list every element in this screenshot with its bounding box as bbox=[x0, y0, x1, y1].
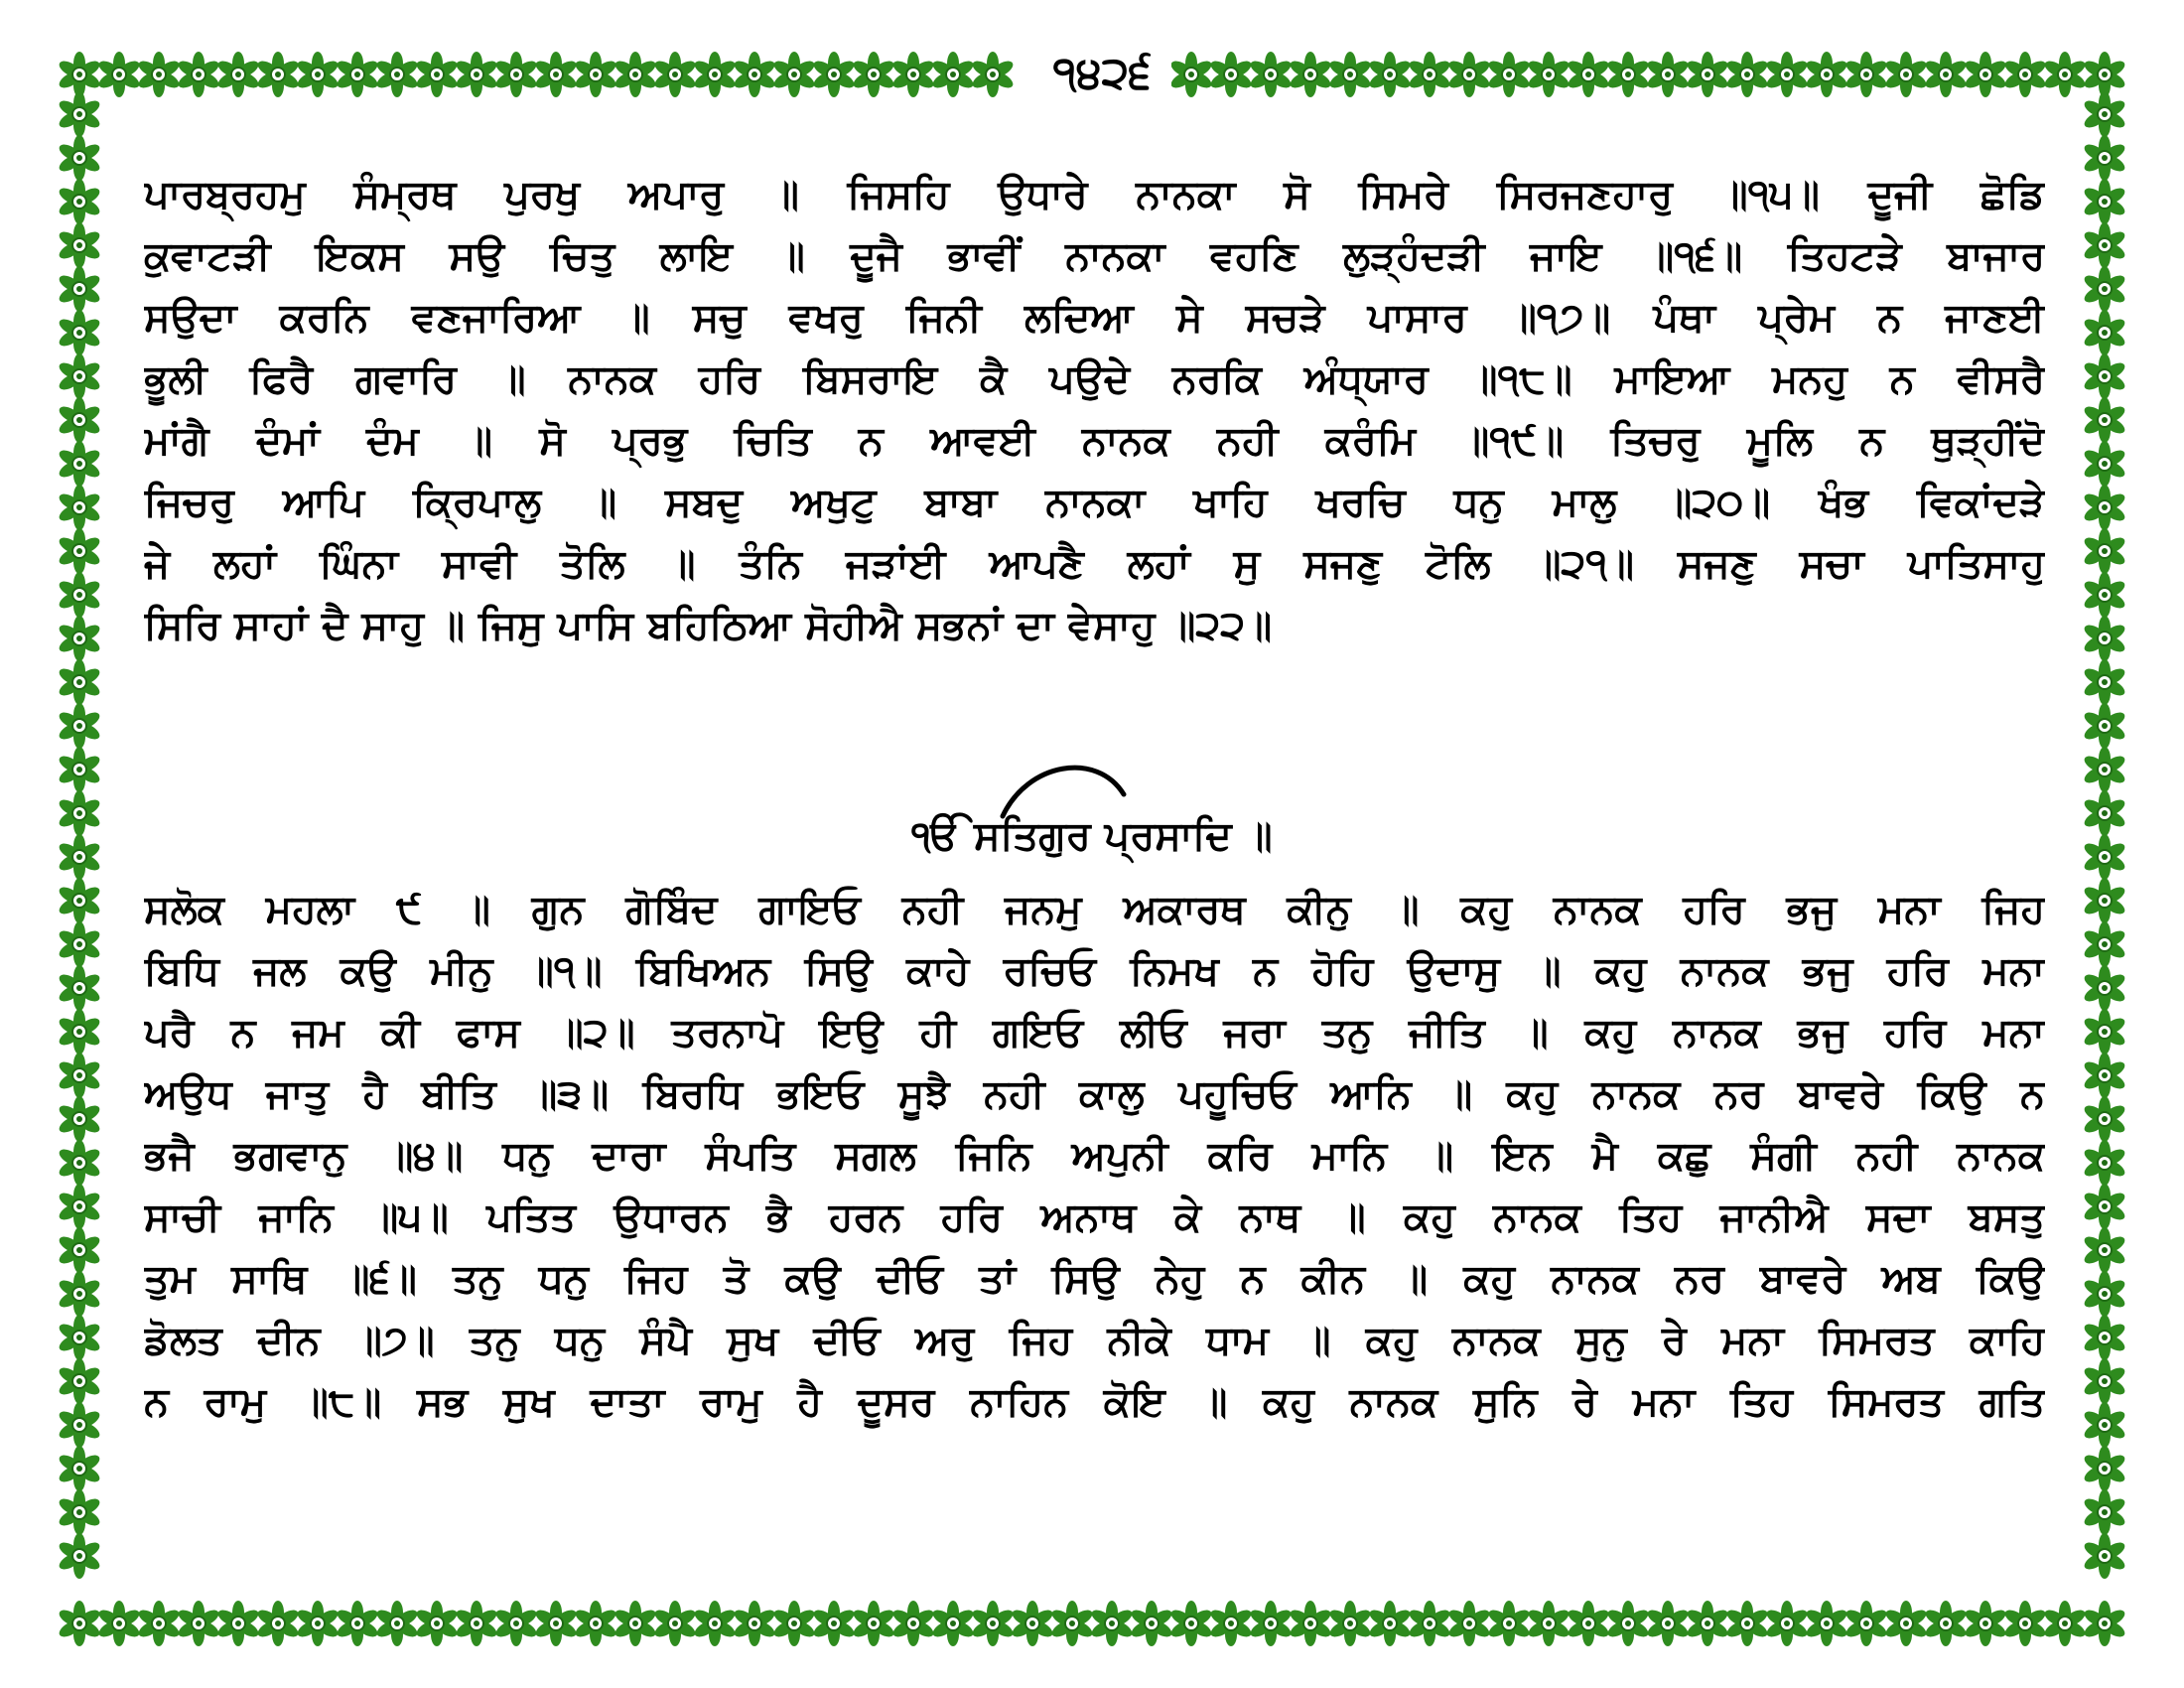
flower-icon bbox=[771, 1601, 817, 1646]
flower-icon bbox=[414, 1601, 460, 1646]
flower-icon bbox=[215, 1601, 261, 1646]
flower-icon bbox=[57, 965, 102, 1011]
verse-line: ਜਿਚਰੁ ਆਪਿ ਕ੍ਰਿਪਾਲੁ ॥ ਸਬਦੁ ਅਖੁਟੁ ਬਾਬਾ ਨਾਨਕਾ ਖਾਹਿ ਖਰਚਿ ਧਨੁ ਮਾਲੁ ॥੨੦॥ ਖੰਭ ਵਿਕਾਂਦੜੇ bbox=[144, 480, 2045, 525]
flower-icon bbox=[1526, 1601, 1571, 1646]
flower-icon bbox=[732, 1601, 777, 1646]
flower-icon bbox=[215, 52, 261, 97]
flower-icon bbox=[1923, 52, 1969, 97]
flower-icon bbox=[2082, 179, 2127, 224]
flower-icon bbox=[851, 1601, 896, 1646]
flower-icon bbox=[1248, 52, 1294, 97]
heading-text: ੴ ਸਤਿਗੁਰ ਪ੍ਰਸਾਦਿ ॥ bbox=[911, 813, 1273, 859]
flower-icon bbox=[1208, 1601, 1254, 1646]
flower-icon bbox=[1168, 52, 1214, 97]
verse-line: ਜੇ ਲਹਾਂ ਘਿੰਨਾ ਸਾਵੀ ਤੋਲਿ ॥ ਤੰਨਿ ਜੜਾਂਈ ਆਪਣੈ ਲਹਾਂ ਸੁ ਸਜਣੁ ਟੋਲਿ ॥੨੧॥ ਸਜਣੁ ਸਚਾ ਪਾਤਿਸਾਹੁ bbox=[144, 541, 2045, 587]
flower-icon bbox=[1367, 52, 1413, 97]
flower-icon bbox=[1883, 52, 1929, 97]
flower-icon bbox=[1486, 1601, 1532, 1646]
flower-icon bbox=[2082, 747, 2127, 792]
flower-icon bbox=[1963, 52, 2008, 97]
flower-icon bbox=[2082, 310, 2127, 355]
flower-icon bbox=[2082, 1601, 2127, 1646]
flower-icon bbox=[57, 179, 102, 224]
flower-icon bbox=[1566, 52, 1611, 97]
flower-icon bbox=[811, 1601, 857, 1646]
flower-icon bbox=[57, 91, 102, 137]
flower-icon bbox=[1804, 1601, 1849, 1646]
flower-icon bbox=[2082, 1227, 2127, 1273]
flower-icon bbox=[1685, 52, 1730, 97]
verse-line: ਸਿਰਿ ਸਾਹਾਂ ਦੈ ਸਾਹੁ ॥ ਜਿਸੁ ਪਾਸਿ ਬਹਿਠਿਆ ਸੋਹੀਐ ਸਭਨਾਂ ਦਾ ਵੇਸਾਹੁ ॥੨੨॥ bbox=[144, 603, 1273, 648]
flower-icon bbox=[2082, 1402, 2127, 1448]
flower-icon bbox=[1208, 52, 1254, 97]
flower-icon bbox=[2082, 965, 2127, 1011]
flower-icon bbox=[970, 1601, 1016, 1646]
flower-icon bbox=[930, 1601, 976, 1646]
verse-line: ਸਲੋਕ ਮਹਲਾ ੯ ॥ ਗੁਨ ਗੋਬਿੰਦ ਗਾਇਓ ਨਹੀ ਜਨਮੁ ਅਕਾਰਥ ਕੀਨੁ ॥ ਕਹੁ ਨਾਨਕ ਹਰਿ ਭਜੁ ਮਨਾ ਜਿਹ bbox=[144, 887, 2045, 932]
flower-icon bbox=[57, 528, 102, 574]
flower-icon bbox=[2082, 1053, 2127, 1098]
flower-icon bbox=[1446, 1601, 1492, 1646]
flower-icon bbox=[1407, 52, 1452, 97]
flower-icon bbox=[1963, 1601, 2008, 1646]
flower-icon bbox=[2082, 1271, 2127, 1317]
flower-icon bbox=[2082, 1446, 2127, 1491]
flower-icon bbox=[2082, 1184, 2127, 1229]
flower-icon bbox=[2042, 1601, 2088, 1646]
flower-icon bbox=[255, 1601, 301, 1646]
flower-icon bbox=[851, 52, 896, 97]
flower-icon bbox=[2082, 52, 2127, 97]
flower-icon bbox=[2082, 441, 2127, 487]
flower-icon bbox=[57, 1053, 102, 1098]
flower-icon bbox=[335, 1601, 380, 1646]
flower-icon bbox=[1566, 1601, 1611, 1646]
verse-line: ਅਉਧ ਜਾਤੁ ਹੈ ਬੀਤਿ ॥੩॥ ਬਿਰਧਿ ਭਇਓ ਸੂਝੈ ਨਹੀ ਕਾਲੁ ਪਹੂਚਿਓ ਆਨਿ ॥ ਕਹੁ ਨਾਨਕ ਨਰ ਬਾਵਰੇ ਕਿਉ ਨ bbox=[144, 1071, 2045, 1117]
flower-icon bbox=[1843, 52, 1889, 97]
flower-icon bbox=[2082, 659, 2127, 705]
verse-line: ਭਜੈ ਭਗਵਾਨੁ ॥੪॥ ਧਨੁ ਦਾਰਾ ਸੰਪਤਿ ਸਗਲ ਜਿਨਿ ਅਪੁਨੀ ਕਰਿ ਮਾਨਿ ॥ ਇਨ ਮੈ ਕਛੁ ਸੰਗੀ ਨਹੀ ਨਾਨਕ bbox=[144, 1133, 2045, 1179]
flower-icon bbox=[2082, 397, 2127, 443]
flower-icon bbox=[573, 52, 618, 97]
flower-icon bbox=[1129, 1601, 1174, 1646]
flower-icon bbox=[573, 1601, 618, 1646]
verse-block-2 bbox=[144, 879, 2045, 1433]
flower-icon bbox=[2082, 1096, 2127, 1142]
flower-icon bbox=[57, 703, 102, 749]
flower-icon bbox=[533, 1601, 579, 1646]
flower-icon bbox=[2082, 616, 2127, 661]
flower-icon bbox=[1049, 1601, 1095, 1646]
flower-icon bbox=[1645, 1601, 1691, 1646]
flower-icon bbox=[57, 1402, 102, 1448]
flower-icon bbox=[2082, 1315, 2127, 1360]
flower-icon bbox=[1248, 1601, 1294, 1646]
flower-icon bbox=[176, 52, 221, 97]
verse-line: ਮਾਂਗੈ ਦੰਮਾਂ ਦੰਮ ॥ ਸੋ ਪ੍ਰਭੁ ਚਿਤਿ ਨ ਆਵਈ ਨਾਨਕ ਨਹੀ ਕਰੰਮਿ ॥੧੯॥ ਤਿਚਰੁ ਮੂਲਿ ਨ ਥੁੜ੍ਹੀਂਦੋ bbox=[144, 418, 2045, 464]
flower-icon bbox=[2082, 135, 2127, 181]
flower-icon bbox=[652, 52, 698, 97]
flower-icon bbox=[493, 1601, 539, 1646]
flower-icon bbox=[811, 52, 857, 97]
flower-icon bbox=[2002, 1601, 2048, 1646]
flower-icon bbox=[1764, 52, 1810, 97]
flower-icon bbox=[295, 1601, 341, 1646]
flower-icon bbox=[2082, 834, 2127, 880]
flower-icon bbox=[1685, 1601, 1730, 1646]
flower-icon bbox=[57, 222, 102, 268]
flower-icon bbox=[374, 52, 420, 97]
flower-icon bbox=[1923, 1601, 1969, 1646]
flower-icon bbox=[1764, 1601, 1810, 1646]
flower-icon bbox=[2082, 485, 2127, 530]
flower-icon bbox=[613, 52, 658, 97]
flower-icon bbox=[493, 52, 539, 97]
flower-icon bbox=[2082, 528, 2127, 574]
flower-icon bbox=[732, 52, 777, 97]
flower-icon bbox=[57, 135, 102, 181]
flower-icon bbox=[255, 52, 301, 97]
flower-icon bbox=[57, 834, 102, 880]
flower-icon bbox=[970, 52, 1016, 97]
flower-icon bbox=[2082, 1140, 2127, 1186]
flower-icon bbox=[1407, 1601, 1452, 1646]
flower-icon bbox=[2082, 1533, 2127, 1579]
flower-icon bbox=[57, 1358, 102, 1404]
flower-icon bbox=[57, 1271, 102, 1317]
page-number: ੧੪੨੬ bbox=[1032, 44, 1171, 103]
flower-icon bbox=[57, 1184, 102, 1229]
flower-icon bbox=[57, 397, 102, 443]
flower-icon bbox=[57, 1096, 102, 1142]
verse-line: ਤੁਮ ਸਾਥਿ ॥੬॥ ਤਨੁ ਧਨੁ ਜਿਹ ਤੋ ਕਉ ਦੀਓ ਤਾਂ ਸਿਉ ਨੇਹੁ ਨ ਕੀਨ ॥ ਕਹੁ ਨਾਨਕ ਨਰ ਬਾਵਰੇ ਅਬ ਕਿਉ bbox=[144, 1256, 2045, 1302]
verse-line: ਨ ਰਾਮੁ ॥੮॥ ਸਭ ਸੁਖ ਦਾਤਾ ਰਾਮੁ ਹੈ ਦੂਸਰ ਨਾਹਿਨ ਕੋਇ ॥ ਕਹੁ ਨਾਨਕ ਸੁਨਿ ਰੇ ਮਨਾ ਤਿਹ ਸਿਮਰਤ ਗਤਿ bbox=[144, 1379, 2045, 1425]
flower-icon bbox=[1724, 1601, 1770, 1646]
flower-icon bbox=[771, 52, 817, 97]
flower-icon bbox=[1288, 52, 1333, 97]
flower-icon bbox=[96, 1601, 142, 1646]
flower-icon bbox=[1446, 52, 1492, 97]
flower-icon bbox=[2082, 1358, 2127, 1404]
flower-icon bbox=[692, 52, 738, 97]
flower-icon bbox=[414, 52, 460, 97]
flower-icon bbox=[176, 1601, 221, 1646]
flower-icon bbox=[1486, 52, 1532, 97]
verse-line: ਬਿਧਿ ਜਲ ਕਉ ਮੀਨੁ ॥੧॥ ਬਿਖਿਅਨ ਸਿਉ ਕਾਹੇ ਰਚਿਓ ਨਿਮਖ ਨ ਹੋਹਿ ਉਦਾਸੁ ॥ ਕਹੁ ਨਾਨਕ ਭਜੁ ਹਰਿ ਮਨਾ bbox=[144, 948, 2045, 994]
flower-icon bbox=[1327, 1601, 1373, 1646]
flower-icon bbox=[57, 1140, 102, 1186]
flower-icon bbox=[533, 52, 579, 97]
flower-icon bbox=[335, 52, 380, 97]
flower-icon bbox=[1168, 1601, 1214, 1646]
flower-icon bbox=[57, 1227, 102, 1273]
flower-icon bbox=[2042, 52, 2088, 97]
flower-icon bbox=[57, 1533, 102, 1579]
flower-icon bbox=[2082, 1009, 2127, 1055]
flower-icon bbox=[1089, 1601, 1135, 1646]
flower-icon bbox=[1010, 1601, 1055, 1646]
flower-icon bbox=[295, 52, 341, 97]
flower-icon bbox=[2082, 222, 2127, 268]
flower-icon bbox=[57, 310, 102, 355]
flower-icon bbox=[57, 1489, 102, 1535]
flower-icon bbox=[1843, 1601, 1889, 1646]
flower-icon bbox=[57, 790, 102, 836]
mool-mantar-heading bbox=[854, 755, 1330, 874]
flower-icon bbox=[57, 1446, 102, 1491]
flower-icon bbox=[1605, 1601, 1651, 1646]
flower-icon bbox=[57, 659, 102, 705]
flower-icon bbox=[652, 1601, 698, 1646]
flower-icon bbox=[1883, 1601, 1929, 1646]
flower-icon bbox=[57, 441, 102, 487]
verse-line: ਕੁਵਾਟੜੀ ਇਕਸ ਸਉ ਚਿਤੁ ਲਾਇ ॥ ਦੂਜੈ ਭਾਵੀਂ ਨਾਨਕਾ ਵਹਣਿ ਲੁੜ੍ਹੰਦੜੀ ਜਾਇ ॥੧੬॥ ਤਿਹਟੜੇ ਬਾਜਾਰ bbox=[144, 233, 2045, 279]
flower-icon bbox=[57, 616, 102, 661]
flower-icon bbox=[57, 485, 102, 530]
verse-line: ਭੂਲੀ ਫਿਰੈ ਗਵਾਰਿ ॥ ਨਾਨਕ ਹਰਿ ਬਿਸਰਾਇ ਕੈ ਪਉਦੇ ਨਰਕਿ ਅੰਧ੍ਯਾਰ ॥੧੮॥ ਮਾਇਆ ਮਨਹੁ ਨ ਵੀਸਰੈ bbox=[144, 356, 2045, 402]
flower-icon bbox=[2082, 878, 2127, 923]
flower-icon bbox=[2082, 266, 2127, 312]
flower-icon bbox=[2082, 1489, 2127, 1535]
verse-line: ਪਾਰਬ੍ਰਹਮੁ ਸੰਮ੍ਰਥ ਪੁਰਖੁ ਅਪਾਰੁ ॥ ਜਿਸਹਿ ਉਧਾਰੇ ਨਾਨਕਾ ਸੋ ਸਿਮਰੇ ਸਿਰਜਣਹਾਰੁ ॥੧੫॥ ਦੂਜੀ ਛੋਡਿ bbox=[144, 172, 2045, 217]
flower-icon bbox=[96, 52, 142, 97]
flower-icon bbox=[890, 52, 936, 97]
verse-line: ਸਉਦਾ ਕਰਨਿ ਵਣਜਾਰਿਆ ॥ ਸਚੁ ਵਖਰੁ ਜਿਨੀ ਲਦਿਆ ਸੇ ਸਚੜੇ ਪਾਸਾਰ ॥੧੭॥ ਪੰਥਾ ਪ੍ਰੇਮ ਨ ਜਾਣਈ bbox=[144, 295, 2045, 341]
flower-icon bbox=[57, 353, 102, 399]
flower-icon bbox=[1367, 1601, 1413, 1646]
flower-icon bbox=[454, 1601, 499, 1646]
flower-icon bbox=[57, 1315, 102, 1360]
flower-icon bbox=[890, 1601, 936, 1646]
flower-icon bbox=[1645, 52, 1691, 97]
flower-icon bbox=[1605, 52, 1651, 97]
flower-icon bbox=[1526, 52, 1571, 97]
flower-icon bbox=[374, 1601, 420, 1646]
flower-icon bbox=[1288, 1601, 1333, 1646]
flower-icon bbox=[2082, 790, 2127, 836]
flower-icon bbox=[613, 1601, 658, 1646]
flower-icon bbox=[57, 747, 102, 792]
flower-icon bbox=[57, 921, 102, 967]
flower-icon bbox=[57, 1009, 102, 1055]
flower-icon bbox=[1804, 52, 1849, 97]
verse-line: ਪਰੈ ਨ ਜਮ ਕੀ ਫਾਸ ॥੨॥ ਤਰਨਾਪੋ ਇਉ ਹੀ ਗਇਓ ਲੀਓ ਜਰਾ ਤਨੁ ਜੀਤਿ ॥ ਕਹੁ ਨਾਨਕ ਭਜੁ ਹਰਿ ਮਨਾ bbox=[144, 1010, 2045, 1055]
flower-icon bbox=[57, 1601, 102, 1646]
flower-icon bbox=[2082, 353, 2127, 399]
flower-icon bbox=[1327, 52, 1373, 97]
flower-icon bbox=[2082, 572, 2127, 618]
flower-icon bbox=[454, 52, 499, 97]
flower-icon bbox=[2082, 921, 2127, 967]
verse-line: ਸਾਚੀ ਜਾਨਿ ॥੫॥ ਪਤਿਤ ਉਧਾਰਨ ਭੈ ਹਰਨ ਹਰਿ ਅਨਾਥ ਕੇ ਨਾਥ ॥ ਕਹੁ ਨਾਨਕ ਤਿਹ ਜਾਨੀਐ ਸਦਾ ਬਸਤੁ bbox=[144, 1195, 2045, 1240]
flower-icon bbox=[136, 52, 182, 97]
flower-icon bbox=[57, 266, 102, 312]
flower-icon bbox=[57, 572, 102, 618]
verse-block-1 bbox=[144, 164, 2045, 656]
flower-icon bbox=[2002, 52, 2048, 97]
flower-icon bbox=[2082, 91, 2127, 137]
flower-icon bbox=[930, 52, 976, 97]
flower-icon bbox=[1724, 52, 1770, 97]
flower-icon bbox=[136, 1601, 182, 1646]
flower-icon bbox=[692, 1601, 738, 1646]
flower-icon bbox=[2082, 703, 2127, 749]
flower-icon bbox=[57, 52, 102, 97]
flower-icon bbox=[57, 878, 102, 923]
verse-line: ਡੋਲਤ ਦੀਨ ॥੭॥ ਤਨੁ ਧਨੁ ਸੰਪੈ ਸੁਖ ਦੀਓ ਅਰੁ ਜਿਹ ਨੀਕੇ ਧਾਮ ॥ ਕਹੁ ਨਾਨਕ ਸੁਨੁ ਰੇ ਮਨਾ ਸਿਮਰਤ ਕਾਹਿ bbox=[144, 1318, 2045, 1363]
